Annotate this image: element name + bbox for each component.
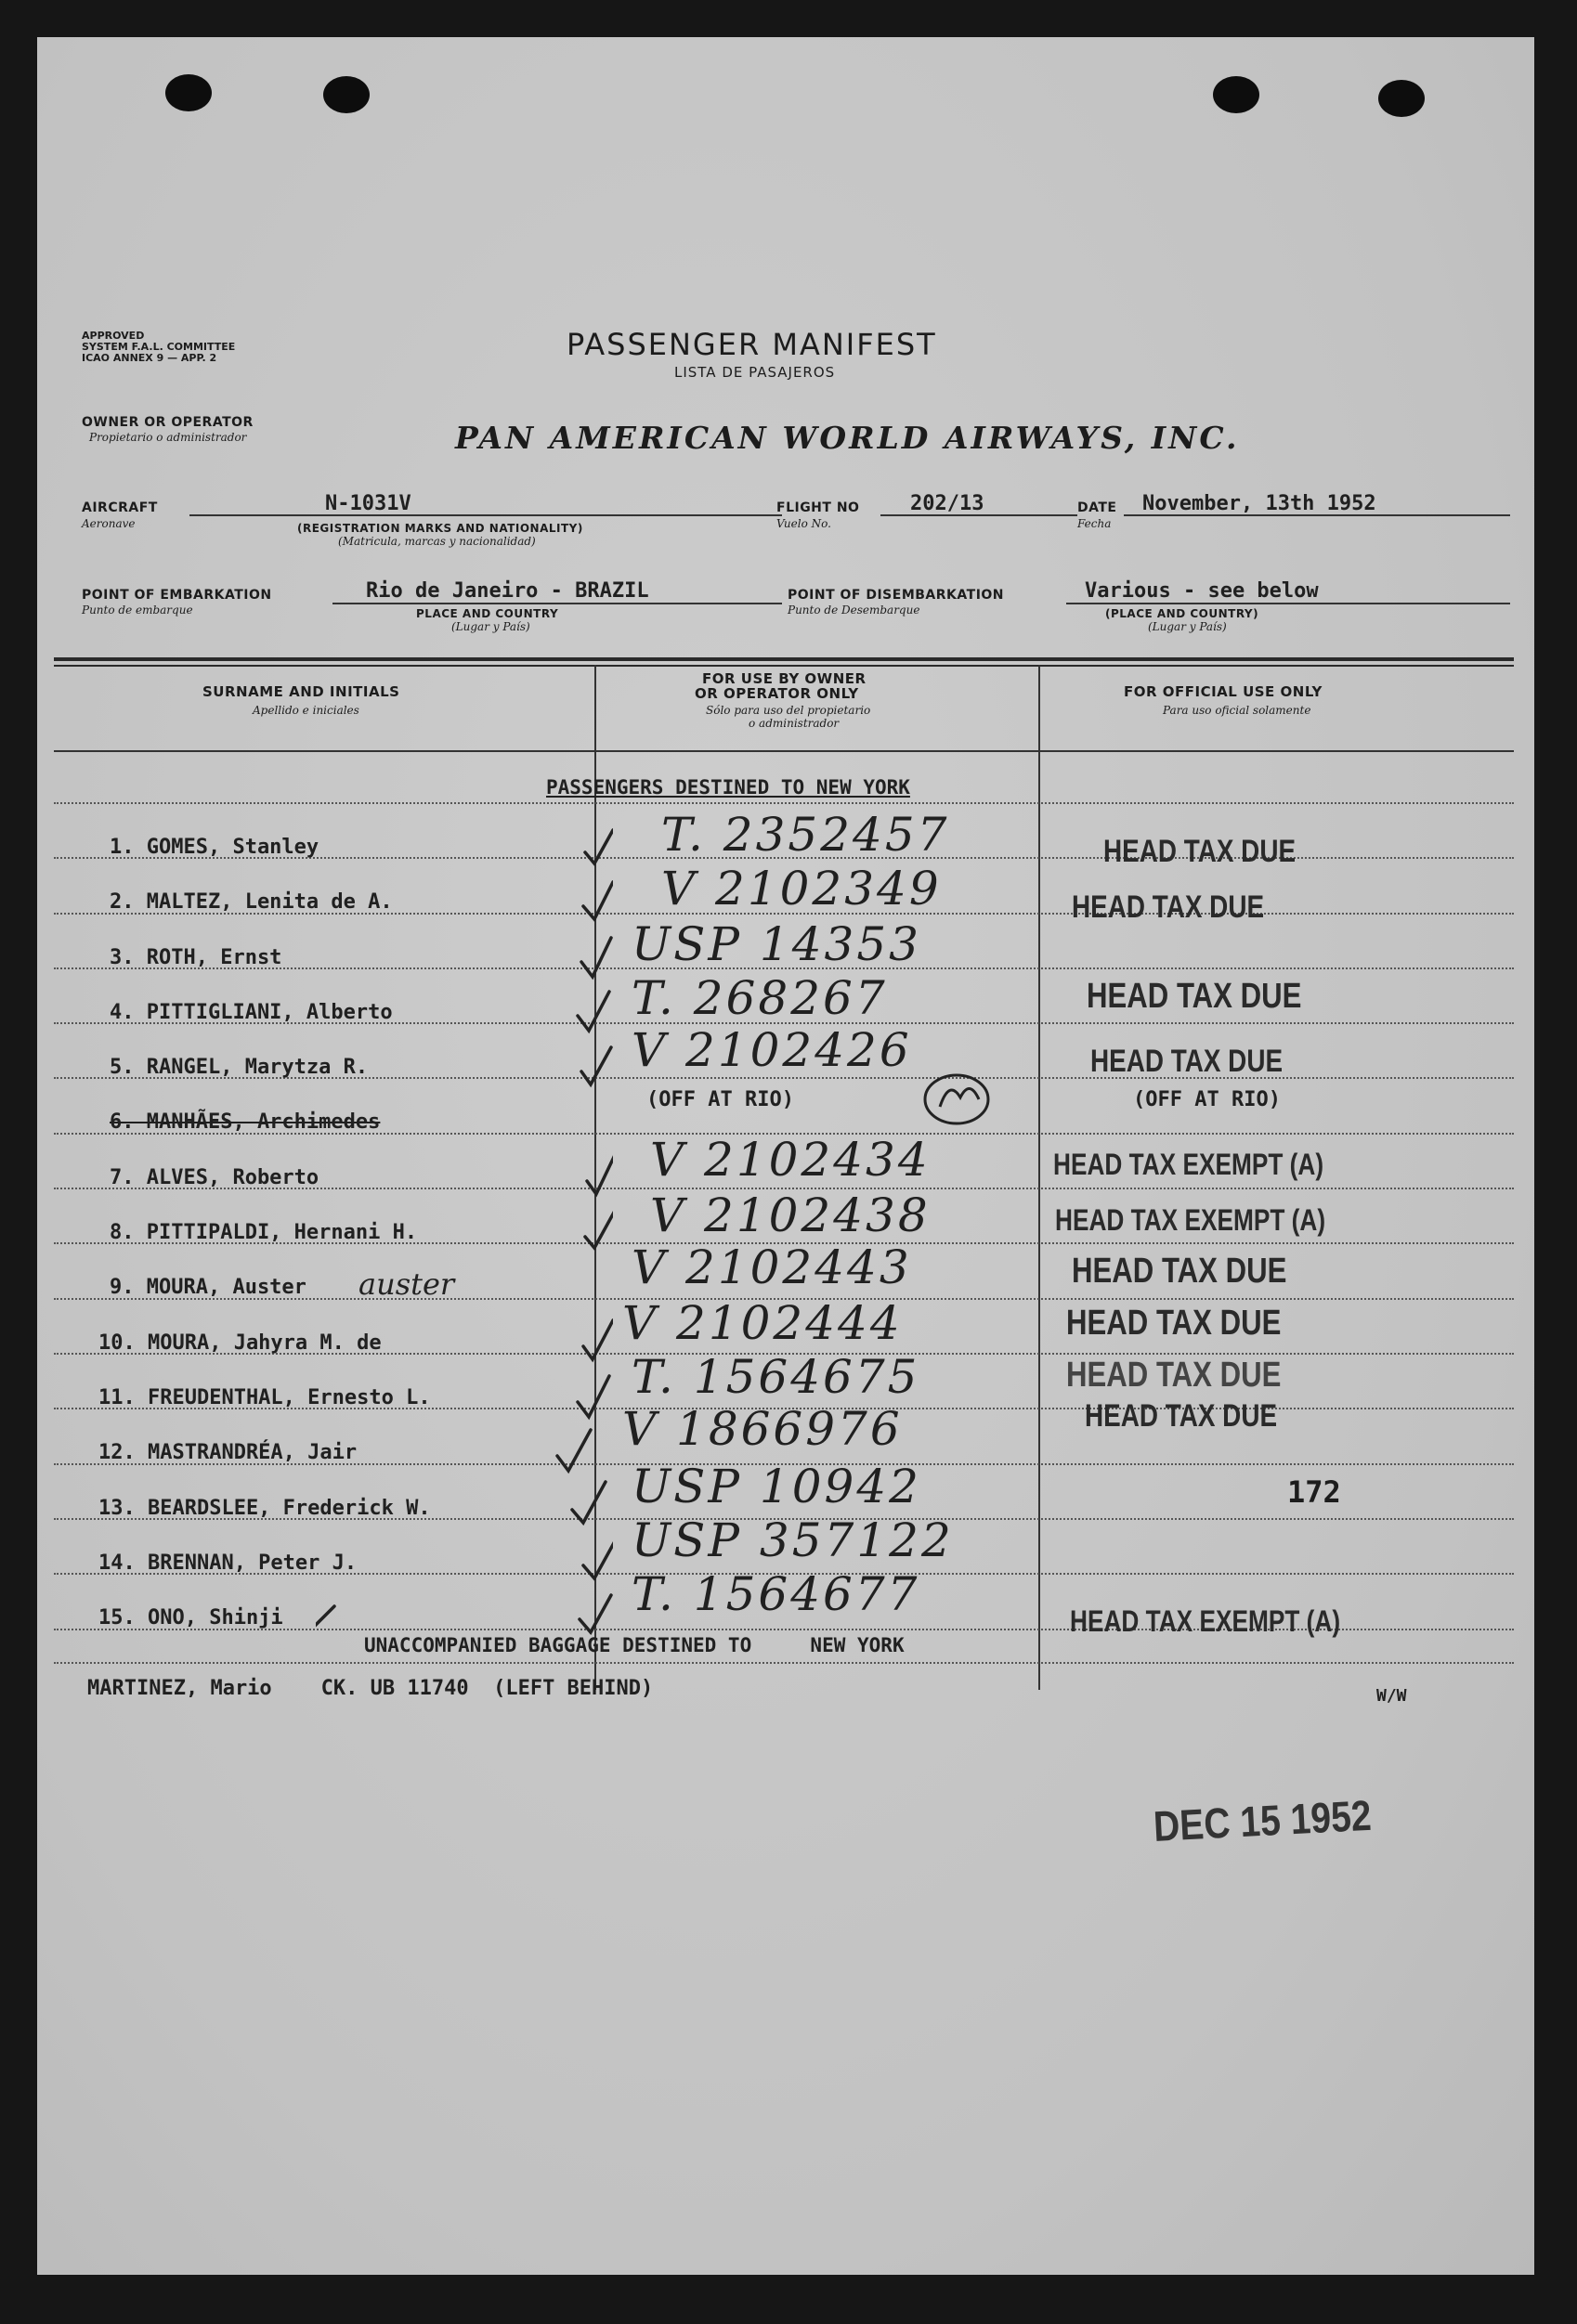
flight-value: 202/13 <box>910 492 984 515</box>
embark-label: POINT OF EMBARKATION <box>82 588 272 603</box>
handwritten-correction: auster <box>358 1266 455 1302</box>
place2-sublabel: (Lugar y País) <box>1148 620 1227 633</box>
owner-sublabel: Propietario o administrador <box>89 431 247 444</box>
head-tax-stamp: HEAD TAX DUE <box>1066 1356 1282 1395</box>
manifest-sheet <box>37 37 1534 2275</box>
handwritten-number: V 2102438 <box>650 1188 931 1242</box>
handwritten-number: V 2102426 <box>632 1023 912 1077</box>
place2-label: (PLACE AND COUNTRY) <box>1105 607 1259 620</box>
baggage-header: UNACCOMPANIED BAGGAGE DESTINED TO NEW YORK <box>364 1634 905 1656</box>
approval-line: APPROVED <box>82 330 145 342</box>
registration-sublabel: (Matricula, marcas y nacionalidad) <box>338 535 536 548</box>
handwritten-number: V 2102349 <box>661 862 942 915</box>
stray-mark <box>316 1606 334 1662</box>
passenger-name: 11. FREUDENTHAL, Ernesto L. <box>98 1386 431 1409</box>
handwritten-number: V 2102443 <box>632 1240 912 1294</box>
registration-note: (REGISTRATION MARKS AND NATIONALITY) <box>297 522 583 535</box>
head-tax-stamp: HEAD TAX DUE <box>1085 1398 1278 1434</box>
initials-mark <box>919 1070 994 1135</box>
passenger-name: 8. PITTIPALDI, Hernani H. <box>110 1221 418 1244</box>
page-number: 172 <box>1287 1474 1341 1510</box>
owner-label: OWNER OR OPERATOR <box>82 415 254 430</box>
place-sublabel: (Lugar y País) <box>451 620 530 633</box>
head-tax-stamp: HEAD TAX DUE <box>1087 977 1302 1016</box>
punch-hole <box>323 76 370 113</box>
row-rule <box>54 1662 1514 1664</box>
section-header: PASSENGERS DESTINED TO NEW YORK <box>546 776 910 798</box>
head-tax-stamp: HEAD TAX DUE <box>1066 1304 1282 1343</box>
embark-sublabel: Punto de embarque <box>82 604 193 617</box>
check-mark <box>583 1541 613 1578</box>
check-mark <box>585 830 613 863</box>
passenger-name: 6. MANHÃES, Archimedes <box>110 1110 381 1134</box>
airline-name: PAN AMERICAN WORLD AIRWAYS, INC. <box>455 420 1240 456</box>
page-subtitle: LISTA DE PASAJEROS <box>674 364 836 381</box>
check-marks <box>316 804 613 1668</box>
aircraft-sublabel: Aeronave <box>82 517 136 530</box>
col-surname-sub: Apellido e iniciales <box>253 704 359 717</box>
passenger-name: 15. ONO, Shinji <box>98 1606 283 1629</box>
handwritten-number: USP 14353 <box>632 917 921 971</box>
head-tax-stamp: HEAD TAX EXEMPT (A) <box>1053 1148 1324 1181</box>
handwritten-number: V 1866976 <box>622 1402 903 1456</box>
head-tax-stamp: HEAD TAX DUE <box>1072 889 1265 925</box>
check-mark <box>572 1482 606 1523</box>
page-title: PASSENGER MANIFEST <box>567 327 937 362</box>
embark-underline <box>332 603 782 604</box>
check-mark <box>557 1430 591 1471</box>
head-tax-stamp: HEAD TAX EXEMPT (A) <box>1055 1203 1326 1237</box>
received-stamp: DEC 15 1952 <box>1152 1790 1373 1850</box>
approval-block <box>82 331 235 364</box>
check-mark <box>578 992 609 1031</box>
check-mark <box>583 882 613 919</box>
passenger-name: 1. GOMES, Stanley <box>110 836 319 859</box>
handwritten-number: T. 268267 <box>632 971 888 1025</box>
passenger-name: 14. BRENNAN, Peter J. <box>98 1551 358 1575</box>
handwritten-number: T. 1564675 <box>632 1350 920 1404</box>
disembark-label: POINT OF DISEMBARKATION <box>788 588 1005 603</box>
check-mark <box>580 1595 611 1632</box>
check-mark <box>581 938 611 977</box>
check-mark <box>578 1376 609 1417</box>
passenger-name: 9. MOURA, Auster <box>110 1276 306 1299</box>
check-mark <box>581 1047 611 1084</box>
date-label: DATE <box>1077 500 1117 515</box>
handwritten-number: USP 357122 <box>632 1513 954 1567</box>
disembark-value: Various - see below <box>1085 579 1319 603</box>
aircraft-underline <box>189 514 782 516</box>
handwritten-number: V 2102434 <box>650 1133 931 1187</box>
punch-hole <box>1378 80 1425 117</box>
passenger-name: 10. MOURA, Jahyra M. de <box>98 1331 382 1355</box>
passenger-name: 12. MASTRANDRÉA, Jair <box>98 1441 358 1464</box>
header-bottom-rule <box>54 750 1514 752</box>
embark-value: Rio de Janeiro - BRAZIL <box>366 579 649 603</box>
header-rule <box>54 657 1514 661</box>
approval-line: ICAO ANNEX 9 — APP. 2 <box>82 352 217 364</box>
passenger-name: 13. BEARDSLEE, Frederick W. <box>98 1497 431 1520</box>
punch-hole <box>1213 76 1259 113</box>
column-divider <box>1038 665 1040 1690</box>
col-surname-header: SURNAME AND INITIALS <box>202 683 400 700</box>
flight-sublabel: Vuelo No. <box>776 517 831 530</box>
passenger-name: 2. MALTEZ, Lenita de A. <box>110 890 393 914</box>
head-tax-stamp: HEAD TAX DUE <box>1090 1044 1284 1079</box>
baggage-line: MARTINEZ, Mario CK. UB 11740 (LEFT BEHIND) <box>87 1677 654 1700</box>
col-official-header: FOR OFFICIAL USE ONLY <box>1124 683 1323 700</box>
date-sublabel: Fecha <box>1077 517 1112 530</box>
place-label: PLACE AND COUNTRY <box>416 607 559 620</box>
off-at-rio-note: (OFF AT RIO) <box>646 1088 794 1111</box>
aircraft-label: AIRCRAFT <box>82 500 158 515</box>
aircraft-value: N-1031V <box>325 492 411 515</box>
flight-label: FLIGHT NO <box>776 500 860 515</box>
passenger-name: 4. PITTIGLIANI, Alberto <box>110 1001 393 1024</box>
col-owner-header: FOR USE BY OWNER <box>702 670 867 687</box>
col-owner-sub: Sólo para uso del propietario <box>706 704 871 717</box>
head-tax-stamp: HEAD TAX EXEMPT (A) <box>1070 1604 1341 1638</box>
official-off-at-rio: (OFF AT RIO) <box>1133 1088 1281 1111</box>
row-rule <box>54 802 1514 804</box>
handwritten-number: USP 10942 <box>632 1460 921 1513</box>
ww-initials: W/W <box>1376 1686 1407 1706</box>
header-rule <box>54 665 1514 667</box>
handwritten-number: T. 1564677 <box>632 1567 920 1621</box>
date-value: November, 13th 1952 <box>1142 492 1376 515</box>
passenger-name: 3. ROTH, Ernst <box>110 946 282 969</box>
passenger-name: 5. RANGEL, Marytza R. <box>110 1056 369 1079</box>
approval-line: SYSTEM F.A.L. COMMITTEE <box>82 341 236 353</box>
col-owner-sub-2: o administrador <box>749 717 840 730</box>
disembark-underline <box>1066 603 1510 604</box>
col-official-sub: Para uso oficial solamente <box>1163 704 1311 717</box>
head-tax-stamp: HEAD TAX DUE <box>1072 1252 1287 1291</box>
disembark-sublabel: Punto de Desembarque <box>788 604 920 617</box>
col-owner-header-2: OR OPERATOR ONLY <box>695 685 859 702</box>
handwritten-number: V 2102444 <box>622 1296 903 1350</box>
punch-hole <box>165 74 212 111</box>
check-mark <box>587 1155 613 1194</box>
handwritten-number: T. 2352457 <box>661 808 950 862</box>
check-mark <box>583 1320 613 1359</box>
check-mark <box>585 1211 613 1248</box>
head-tax-stamp: HEAD TAX DUE <box>1103 834 1297 869</box>
passenger-name: 7. ALVES, Roberto <box>110 1166 319 1189</box>
